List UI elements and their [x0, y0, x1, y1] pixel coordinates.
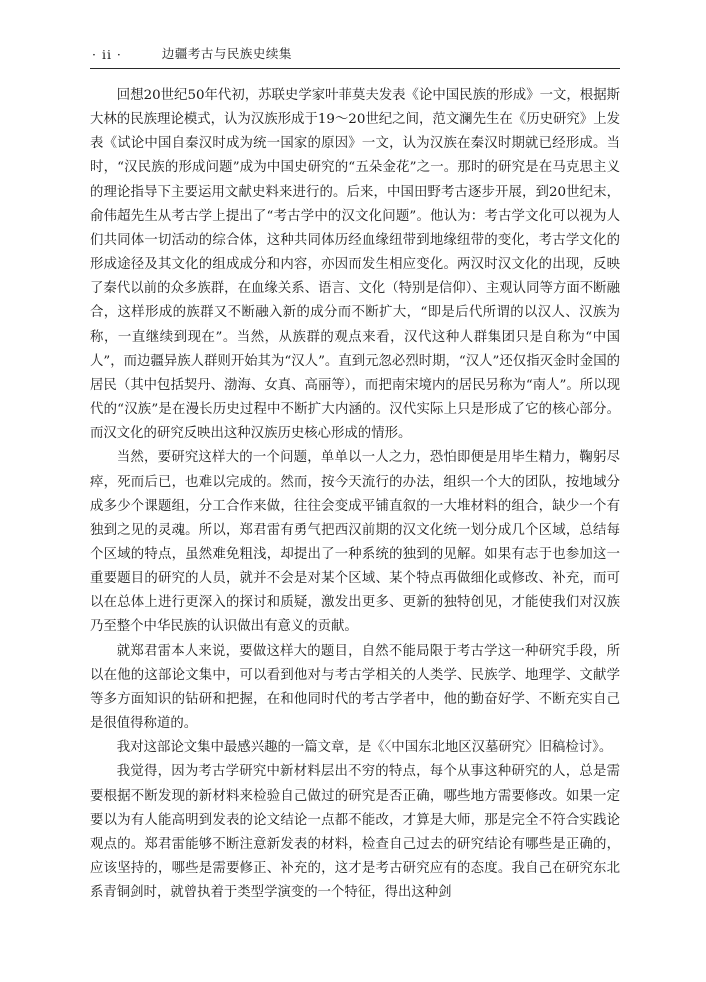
running-title: 边疆考古与民族史续集: [161, 46, 292, 61]
page-number: · ii ·: [92, 47, 122, 62]
paragraph: 我觉得，因为考古学研究中新材料层出不穷的特点，每个从事这种研究的人，总是需要根据不断发现的新材料来检验自己做过的研究是否正确，哪些地方需要修改。如果一定要以为有人能高明到发表的论文结论一点都不能改，才算是大师，那是完全不符合实践论观点的。郑君雷能够不断注意新发表的材料，检查自己过去的研究结论有哪些是正确的，应该坚持的，哪些是需要修正、补充的，这才是考古研究应有的态度。我自己在研究东北系青铜剑时，就曾执着于类型学演变的一个特征，得出这种剑: [90, 764, 620, 901]
paragraph: 回想20世纪50年代初，苏联史学家叶菲莫夫发表《论中国民族的形成》一文，根据斯大林的民族理论模式，认为汉族形成于19～20世纪之间，范文澜先生在《历史研究》上发表《试论中国自秦汉时成为统一国家的原因》一文，认为汉族在秦汉时期就已经形成。当时，“汉民族的形成问题”成为中国史研究的“五朵金花”之一。那时的研究是在马克思主义的理论指导下主要运用文献史料来进行的。后来，中国田野考古逐步开展，到20世纪末，俞伟超先生从考古学上提出了“考古学中的汉文化问题”。他认为：考古学文化可以视为人们共同体一切活动的综合体，这种共同体历经血缘纽带到地缘纽带的变化，考古学文化的形成途径及其文化的组成成分和内容，亦因而发生相应变化。两汉时汉文化的出现，反映了秦代以前的众多族群，在血缘关系、语言、文化（特别是信仰）、主观认同等方面不断融合，这样形成的族群又不断融入新的成分而不断扩大，“即是后代所谓的以汉人、汉族为称，一直继续到现在”。当然，从族群的观点来看，汉代这种人群集团只是自称为“中国人”，而边疆异族人群则开始其为“汉人”。直到元忽必烈时期，“汉人”还仅指灭金时金国的居民（其中包括契丹、渤海、女真、高丽等），而把南宋境内的居民另称为“南人”。所以现代的“汉族”是在漫长历史过程中不断扩大内涵的。汉代实际上只是形成了它的核心部分。而汉文化的研究反映出这种汉族历史核心形成的情形。: [90, 88, 620, 442]
paragraph: 就郑君雷本人来说，要做这样大的题目，自然不能局限于考古学这一种研究手段，所以在他的这部论文集中，可以看到他对与考古学相关的人类学、民族学、地理学、文献学等多方面知识的钻研和把握，在和他同时代的考古学者中，他的勤奋好学、不断充实自己是很值得称道的。: [90, 643, 620, 732]
running-header: [90, 40, 620, 69]
body-text: [90, 84, 620, 905]
paragraph: 当然，要研究这样大的一个问题，单单以一人之力，恐怕即便是用毕生精力，鞠躬尽瘁，死而后已，也难以完成的。然而，按今天流行的办法，组织一个大的团队，按地域分成多少个课题组，分工合作来做，往往会变成平铺直叙的一大堆材料的组合，缺少一个有独到之见的灵魂。所以，郑君雷有勇气把西汉前期的汉文化统一划分成几个区域，总结每个区域的特点，虽然难免粗浅，却提出了一种系统的独到的见解。如果有志于也参加这一重要题目的研究的人员，就并不会是对某个区域、某个特点再做细化或修改、补充，而可以在总体上进行更深入的探讨和质疑，激发出更多、更新的独特创见，才能使我们对汉族乃至整个中华民族的认识做出有意义的贡献。: [90, 450, 620, 635]
paragraph: 我对这部论文集中最感兴趣的一篇文章，是《〈中国东北地区汉墓研究〉旧稿检讨》。: [116, 740, 613, 756]
